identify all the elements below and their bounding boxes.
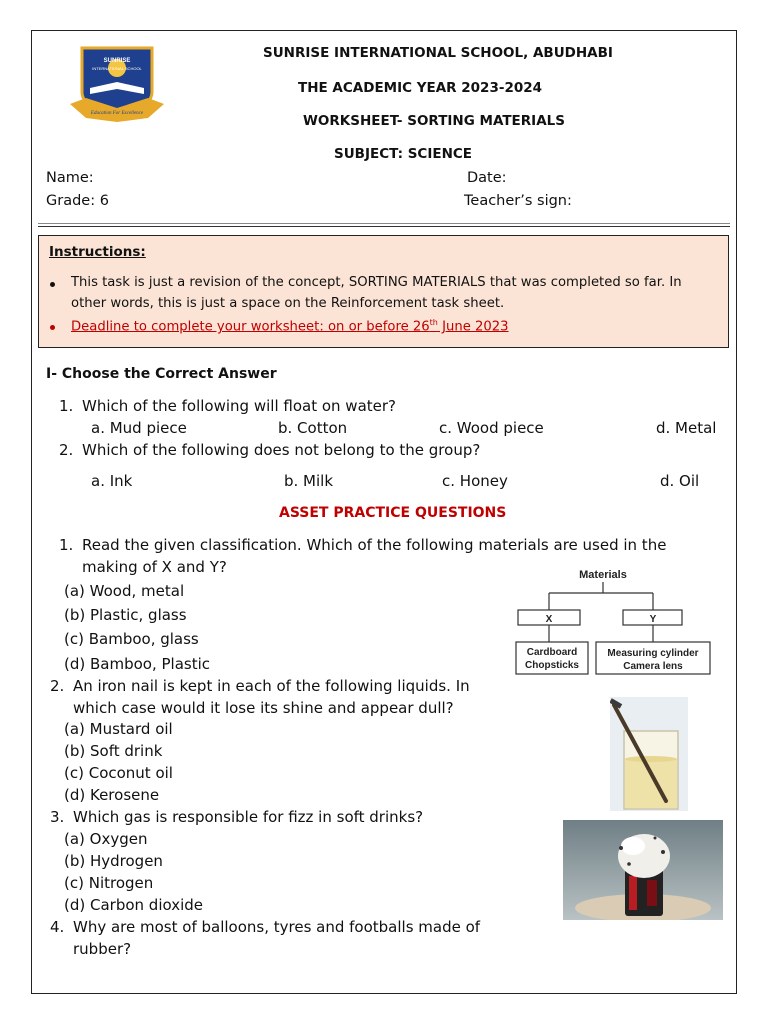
- s2-q3-option: (a) Oxygen: [64, 830, 148, 848]
- bullet-icon: [50, 282, 55, 287]
- s2-q4-line2: rubber?: [73, 940, 132, 958]
- s2-q3-option: (c) Nitrogen: [64, 874, 154, 892]
- iron-nail-in-liquid-image: [610, 697, 688, 811]
- s2-q3-number: 3.: [50, 808, 65, 826]
- subject-title: SUBJECT: SCIENCE: [334, 146, 472, 162]
- header-divider-thin: [38, 223, 730, 224]
- s2-q4-line1: Why are most of balloons, tyres and footballs made of: [73, 918, 481, 936]
- instructions-title: Instructions:: [49, 244, 146, 260]
- diagram-x-item: Cardboard: [526, 647, 578, 658]
- s2-q3-option: (b) Hydrogen: [64, 852, 163, 870]
- s2-q2-option: (b) Soft drink: [64, 742, 163, 760]
- name-field-label: Name:: [46, 170, 94, 186]
- s2-q2-option: (d) Kerosene: [64, 786, 160, 804]
- s1-q1-option: c. Wood piece: [439, 419, 544, 437]
- s1-q1-option: d. Metal: [656, 419, 717, 437]
- s2-q1-number: 1.: [59, 536, 74, 554]
- s2-q4-number: 4.: [50, 918, 65, 936]
- deadline-text: [71, 318, 509, 334]
- grade-field-label: Grade: 6: [46, 193, 109, 209]
- logo-name-text: SUNRISE: [103, 58, 131, 64]
- s2-q1-option: (d) Bamboo, Plastic: [64, 655, 211, 673]
- s2-q2-line1: An iron nail is kept in each of the following liquids. In: [73, 677, 470, 695]
- s1-q1-number: 1.: [59, 397, 74, 415]
- instructions-line1: This task is just a revision of the concept, SORTING MATERIALS that was completed so far. In: [71, 275, 682, 290]
- logo-motto-text: Education For Excellence: [90, 111, 144, 116]
- logo-sub-text: INTERNATIONAL SCHOOL: [92, 66, 142, 71]
- s2-q2-option: (c) Coconut oil: [64, 764, 173, 782]
- s2-q1-option: (a) Wood, metal: [64, 582, 185, 600]
- s1-q2-text: Which of the following does not belong to the group?: [82, 441, 481, 459]
- s1-q1-option: b. Cotton: [278, 419, 348, 437]
- diagram-x-label: X: [545, 614, 553, 625]
- diagram-y-item: Measuring cylinder: [607, 648, 699, 659]
- instructions-line2: other words, this is just a space on the Reinforcement task sheet.: [71, 296, 505, 311]
- fizzing-soft-drink-image: [563, 820, 723, 920]
- s2-q3-text: Which gas is responsible for fizz in soft drinks?: [73, 808, 424, 826]
- diagram-y-item: Camera lens: [623, 661, 683, 672]
- worksheet-title: WORKSHEET- SORTING MATERIALS: [303, 113, 565, 129]
- s2-q1-option: (b) Plastic, glass: [64, 606, 187, 624]
- section1-title: I- Choose the Correct Answer: [46, 366, 277, 382]
- bullet-icon: [50, 325, 55, 330]
- s1-q2-option: a. Ink: [91, 472, 133, 490]
- s1-q2-option: d. Oil: [660, 472, 700, 490]
- s2-q1-line1: Read the given classification. Which of the following materials are used in the: [82, 536, 667, 554]
- academic-year: THE ACADEMIC YEAR 2023-2024: [298, 80, 543, 96]
- diagram-root-label: Materials: [579, 569, 627, 581]
- s1-q1-option: a. Mud piece: [91, 419, 187, 437]
- diagram-y-label: Y: [649, 614, 657, 625]
- s2-q2-line2: which case would it lose its shine and appear dull?: [73, 699, 454, 717]
- s2-q1-line2: making of X and Y?: [82, 558, 227, 576]
- s2-q3-option: (d) Carbon dioxide: [64, 896, 203, 914]
- s1-q2-option: c. Honey: [442, 472, 508, 490]
- s1-q1-text: Which of the following will float on water?: [82, 397, 396, 415]
- teacher-sign-label: Teacher’s sign:: [464, 193, 572, 209]
- diagram-x-item: Chopsticks: [525, 660, 579, 671]
- deadline-superscript: th: [429, 318, 438, 327]
- deadline-text-end: June 2023: [437, 319, 509, 335]
- school-name: SUNRISE INTERNATIONAL SCHOOL, ABUDHABI: [263, 45, 613, 61]
- header-divider: [38, 226, 730, 227]
- s1-q2-number: 2.: [59, 441, 74, 459]
- materials-classification-diagram: [510, 562, 716, 678]
- school-logo: [68, 42, 166, 124]
- deadline-text-main: Deadline to complete your worksheet: on or before 26: [71, 319, 430, 335]
- s2-q2-option: (a) Mustard oil: [64, 720, 173, 738]
- s2-q2-number: 2.: [50, 677, 65, 695]
- s1-q2-option: b. Milk: [284, 472, 334, 490]
- section2-title: ASSET PRACTICE QUESTIONS: [279, 505, 507, 521]
- s2-q1-option: (c) Bamboo, glass: [64, 630, 199, 648]
- date-field-label: Date:: [467, 170, 507, 186]
